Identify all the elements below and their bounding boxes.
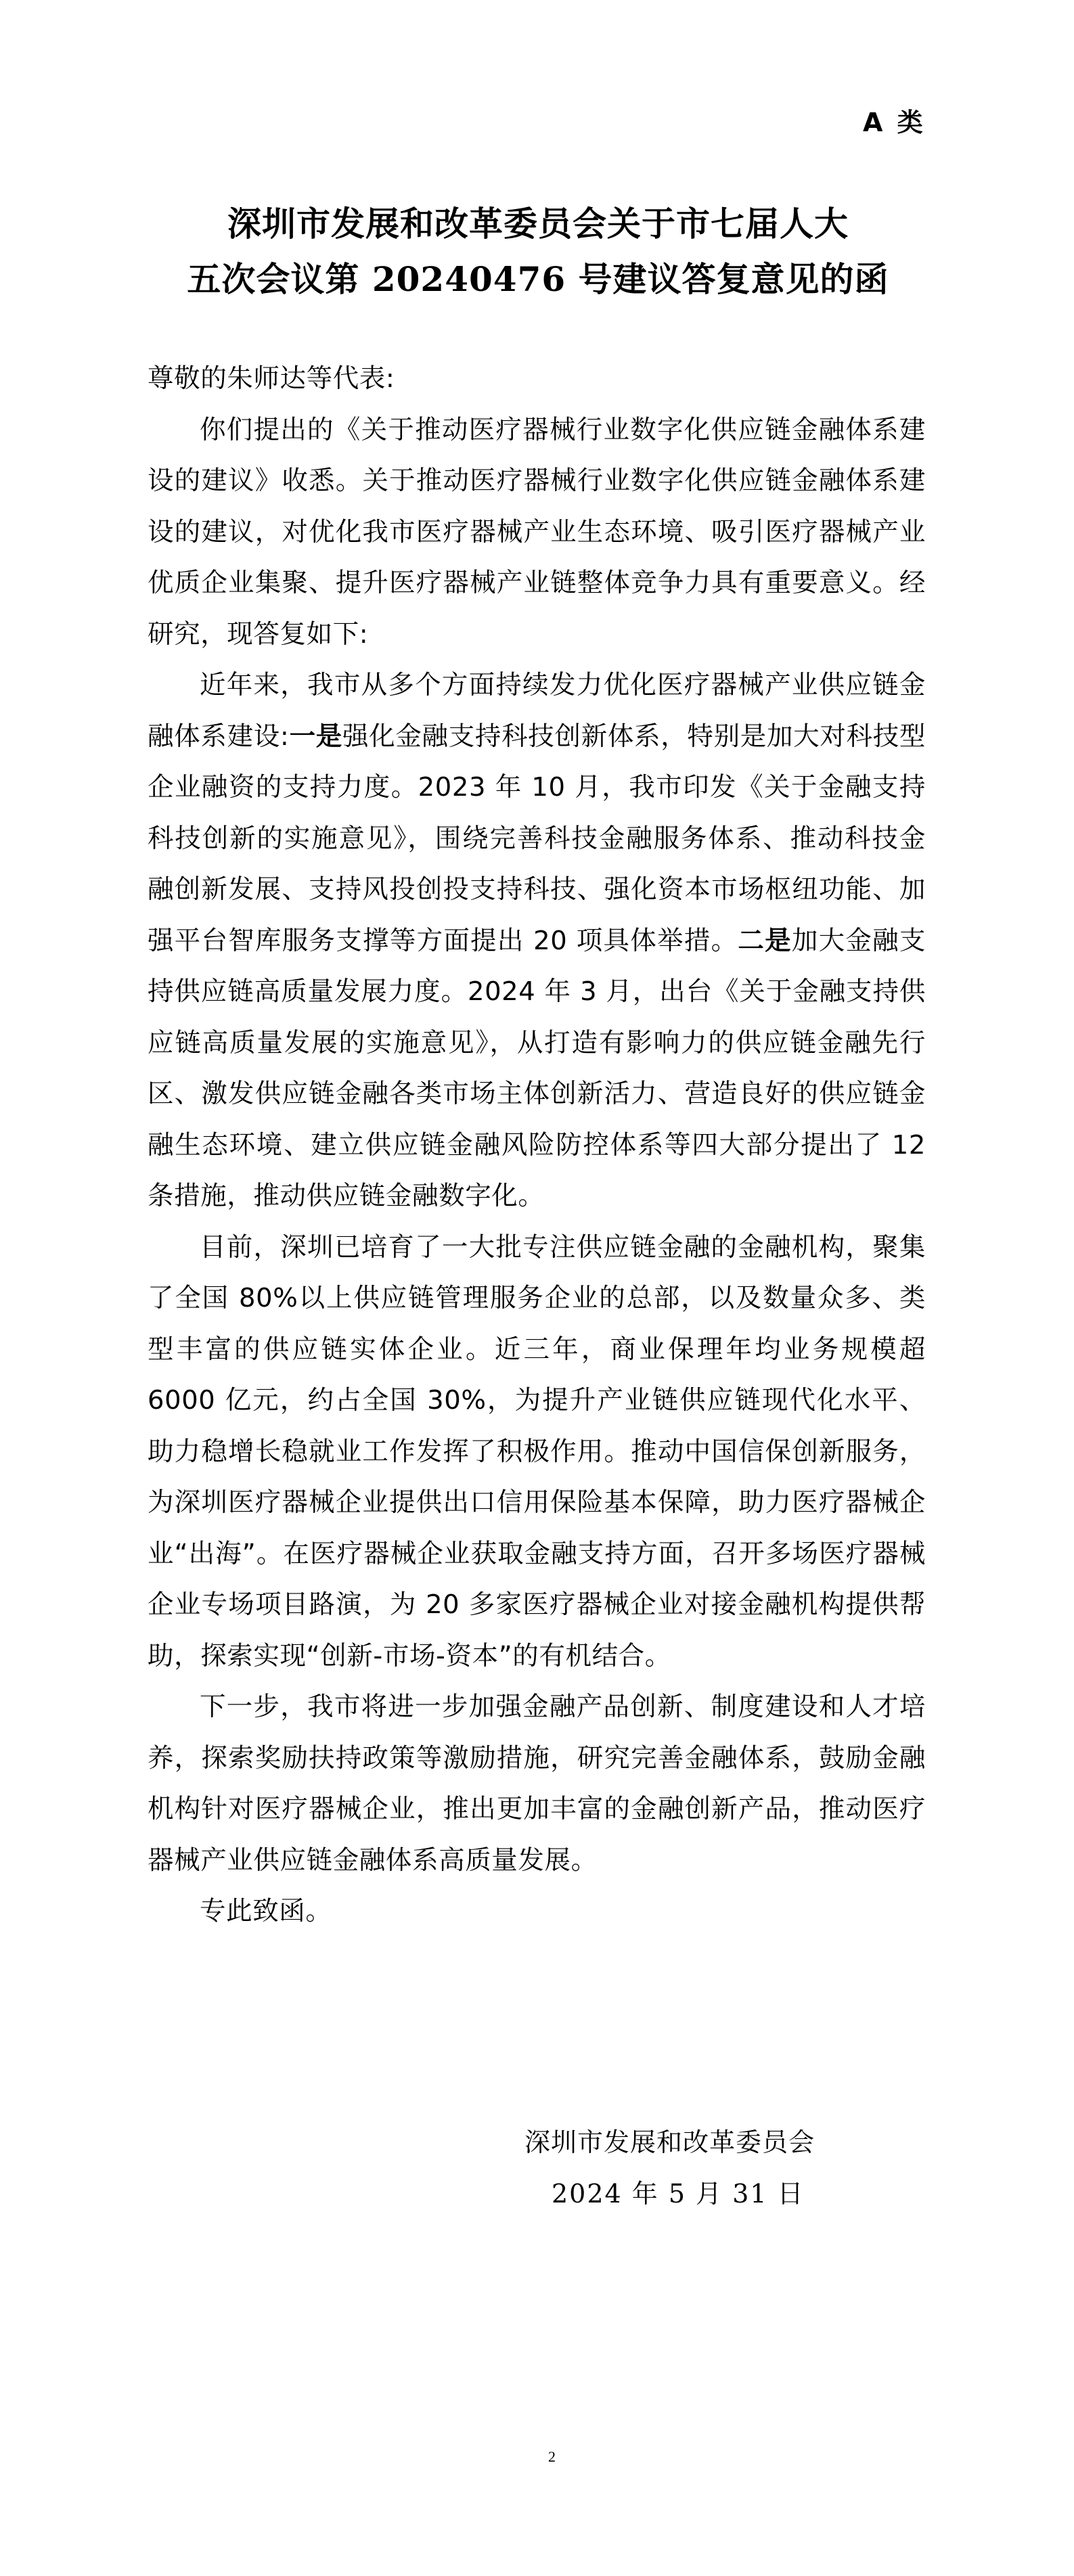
paragraph-acknowledgement: 你们提出的《关于推动医疗器械行业数字化供应链金融体系建设的建议》收悉。关于推动医疗器械行业数字化供应链金融体系建设的建议，对优化我市医疗器械产业生态环境、吸引医疗器械产业优质企业集聚、提升医疗器械产业链整体竞争力具有重要意义。经研究，现答复如下:: [148, 414, 926, 650]
paragraph-measures: [148, 660, 926, 1222]
point-two-text: 加大金融支持供应链高质量发展力度。2024 年 3 月，出台《关于金融支持供应链高质量发展的实施意见》，从打造有影响力的供应链金融先行区、激发供应链金融各类市场主体创新活力、营造良好的供应链金融生态环境、建立供应链金融风险防控体系等四大部分提出了 12 条措施，推动供应链金融数字化。: [148, 925, 926, 1211]
salutation: 尊敬的朱师达等代表:: [148, 363, 395, 394]
point-one-label: 一是: [289, 721, 342, 752]
title-line-2: 五次会议第 20240476 号建议答复意见的函: [187, 259, 889, 299]
measures-intro: 近年来，我市从多个方面持续发力优化医疗器械产业供应链金融体系建设:: [148, 670, 926, 752]
paragraph-current-status: 目前，深圳已培育了一大批专注供应链金融的金融机构，聚集了全国 80%以上供应链管理服务企业的总部，以及数量众多、类型丰富的供应链实体企业。近三年，商业保理年均业务规模超 6000 亿元，约占全国 30%，为提升产业链供应链现代化水平、助力稳增长稳就业工作发挥了积极作用。推动中国信保创新服务，为深圳医疗器械企业提供出口信用保险基本保障，助力医疗器械企业“出海”。在医疗器械企业获取金融支持方面，召开多场医疗器械企业专场项目路演，为 20 多家医疗器械企业对接金融机构提供帮助，探索实现“创新-市场-资本”的有机结合。: [148, 1231, 926, 1671]
title-line-1: 深圳市发展和改革委员会关于市七届人大: [227, 204, 849, 244]
paragraph-next-steps: 下一步，我市将进一步加强金融产品创新、制度建设和人才培养，探索奖励扶持政策等激励措施，研究完善金融体系，鼓励金融机构针对医疗器械企业，推出更加丰富的金融创新产品，推动医疗器械产业供应链金融体系高质量发展。: [148, 1692, 926, 1876]
point-one-text: 强化金融支持科技创新体系，特别是加大对科技型企业融资的支持力度。2023 年 10 月，我市印发《关于金融支持科技创新的实施意见》，围绕完善科技金融服务体系、推动科技金融创新发展、支持风投创投支持科技、强化资本市场枢纽功能、加强平台智库服务支撑等方面提出 20 项具体举措。: [148, 721, 926, 956]
classification-label: A 类: [863, 108, 926, 137]
closing-remark: 专此致函。: [200, 1896, 332, 1926]
point-two-label: 二是: [738, 925, 792, 956]
letter-body: [148, 353, 926, 1937]
signature-block: [521, 2117, 900, 2219]
signature-date: 2024 年 5 月 31 日: [552, 2179, 805, 2209]
document-title: [149, 196, 927, 307]
signature-organization: 深圳市发展和改革委员会: [524, 2127, 815, 2157]
page-number: 2: [548, 2448, 556, 2465]
